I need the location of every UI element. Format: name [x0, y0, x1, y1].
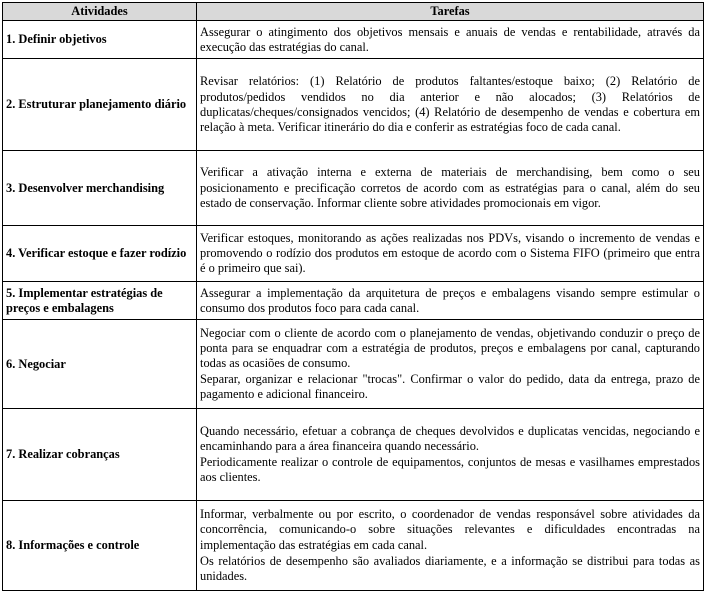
task-cell	[197, 282, 704, 320]
activity-cell: 4. Verificar estoque e fazer rodízio	[3, 226, 197, 282]
table-row	[3, 282, 704, 320]
task-cell	[197, 21, 704, 59]
task-cell	[197, 501, 704, 591]
activity-cell: 6. Negociar	[3, 320, 197, 409]
task-paragraph: Revisar relatórios: (1) Relatório de produtos faltantes/estoque baixo; (2) Relatório de produtos/pedidos vendidos no dia anterior e não alocados; (3) Relatórios de duplicatas/cheques/consignados vencidos; (4) Relatório de desempenho de vendas e cobertura em relação à meta. Verificar itinerário do dia e conferir as estratégias foco de cada canal.	[200, 74, 700, 134]
table-row	[3, 226, 704, 282]
task-paragraph: Assegurar o atingimento dos objetivos mensais e anuais de vendas e rentabilidade, através da execução das estratégias do canal.	[200, 24, 700, 54]
table-row	[3, 501, 704, 591]
activity-cell: 8. Informações e controle	[3, 501, 197, 591]
table-body	[3, 21, 704, 591]
activity-cell: 7. Realizar cobranças	[3, 409, 197, 501]
task-paragraph: Quando necessário, efetuar a cobrança de cheques devolvidos e duplicatas vencidas, negociando e encaminhando para a área financeira quando necessário.	[200, 423, 700, 453]
activities-table	[2, 2, 704, 591]
task-paragraph: Negociar com o cliente de acordo com o planejamento de vendas, objetivando conduzir o preço de ponta para se enquadrar com a estratégia de produtos, preços e embalagens por canal, capturando todas as ocasiões de consumo.	[200, 325, 700, 371]
header-activities: Atividades	[3, 3, 197, 21]
task-cell	[197, 320, 704, 409]
activity-cell: 5. Implementar estratégias de preços e embalagens	[3, 282, 197, 320]
task-paragraph: Informar, verbalmente ou por escrito, o coordenador de vendas responsável sobre atividades da concorrência, comunicando-o sobre situações relevantes e dificuldades encontradas na implementação das estratégias em cada canal.	[200, 507, 700, 552]
header-row	[3, 3, 704, 21]
task-paragraph: Verificar estoques, monitorando as ações realizadas nos PDVs, visando o incremento de vendas e promovendo o rodízio dos produtos em estoque de acordo com o Sistema FIFO (primeiro que entra é o primeiro que sai).	[200, 230, 700, 276]
task-paragraph: Verificar a ativação interna e externa de materiais de merchandising, bem como o seu posicionamento e precificação corretos de acordo com as estratégias para o canal, além do seu estado de conservação. Informar cliente sobre atividades promocionais em vigor.	[200, 165, 700, 210]
task-paragraph: Os relatórios de desempenho são avaliados diariamente, e a informação se distribui para todas as unidades.	[200, 553, 700, 583]
table-row	[3, 21, 704, 59]
task-paragraph: Separar, organizar e relacionar "trocas". Confirmar o valor do pedido, data da entrega, prazo de pagamento e adicional financeiro.	[200, 372, 700, 402]
task-paragraph: Periodicamente realizar o controle de equipamentos, conjuntos de mesas e vasilhames emprestados aos clientes.	[200, 455, 700, 485]
table-header	[3, 3, 704, 21]
task-cell	[197, 226, 704, 282]
task-cell	[197, 59, 704, 151]
header-tasks: Tarefas	[197, 3, 704, 21]
table-row	[3, 151, 704, 226]
table-row	[3, 59, 704, 151]
task-cell	[197, 151, 704, 226]
activity-cell: 3. Desenvolver merchandising	[3, 151, 197, 226]
table-row	[3, 320, 704, 409]
activity-cell: 1. Definir objetivos	[3, 21, 197, 59]
task-cell	[197, 409, 704, 501]
task-paragraph: Assegurar a implementação da arquitetura de preços e embalagens visando sempre estimular o consumo dos produtos foco para cada canal.	[200, 285, 700, 315]
table-row	[3, 409, 704, 501]
activity-cell: 2. Estruturar planejamento diário	[3, 59, 197, 151]
